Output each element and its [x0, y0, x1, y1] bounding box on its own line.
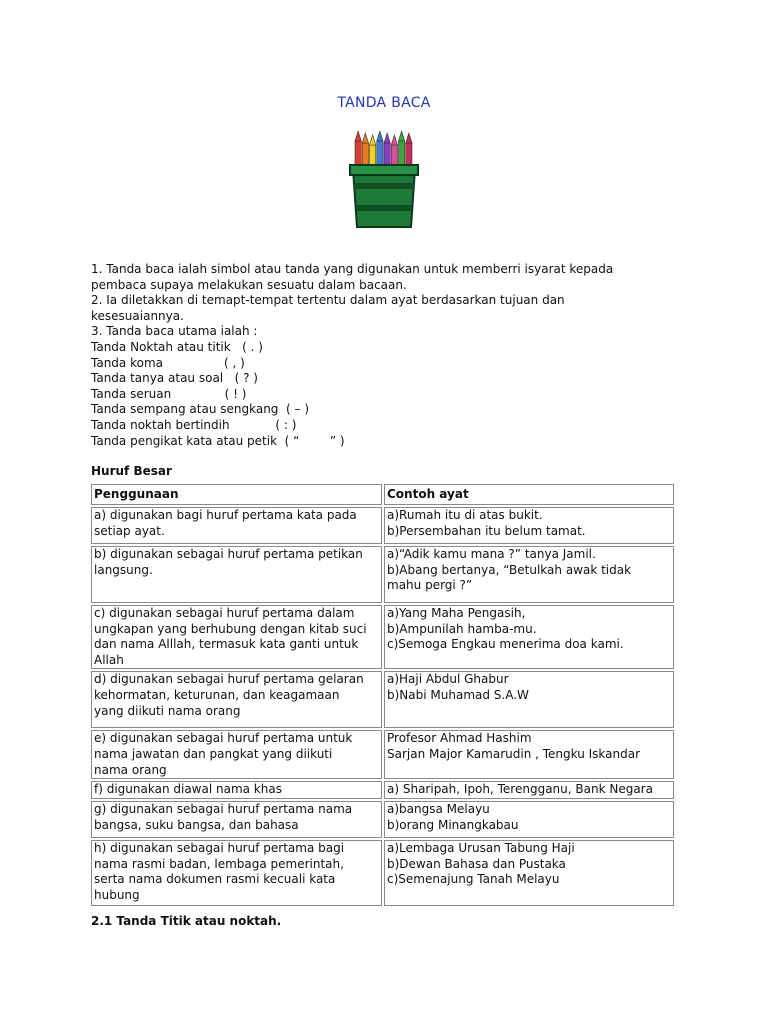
intro-text	[91, 262, 691, 449]
cell-line: yang diikuti nama orang	[94, 703, 241, 718]
cell-line: nama jawatan dan pangkat yang diikuti	[94, 746, 333, 761]
example-cell	[384, 730, 674, 779]
crayon-bucket-rim	[350, 165, 418, 175]
intro-line: kesesuaiannya.	[91, 308, 184, 323]
cell-line: c) digunakan sebagai huruf pertama dalam	[94, 606, 355, 620]
crayon-tip	[370, 135, 376, 145]
cell-line: Allah	[94, 652, 124, 667]
example-cell	[384, 605, 674, 669]
cell-line: d) digunakan sebagai huruf pertama gelaran	[94, 672, 364, 687]
cell-line: g) digunakan sebagai huruf pertama nama	[94, 802, 353, 817]
cell-line: a)Haji Abdul Ghabur	[387, 672, 509, 687]
huruf-besar-table	[89, 482, 676, 908]
intro-line: Tanda Noktah atau titik ( . )	[91, 339, 263, 354]
intro-line: 1. Tanda baca ialah simbol atau tanda yang digunakan untuk memberri isyarat kepada	[91, 262, 614, 276]
cell-line: c)Semenajung Tanah Melayu	[387, 872, 560, 887]
usage-cell	[91, 507, 382, 544]
usage-cell	[91, 801, 382, 838]
cell-line: Profesor Ahmad Hashim	[387, 731, 532, 746]
crayon-bucket-band-bottom	[356, 205, 412, 211]
intro-line: Tanda seruan ( ! )	[91, 386, 247, 401]
usage-cell	[91, 781, 382, 799]
page-title: TANDA BACA	[337, 95, 431, 111]
cell-line: b)Dewan Bahasa dan Pustaka	[387, 856, 566, 871]
cell-line: bangsa, suku bangsa, dan bahasa	[94, 817, 299, 832]
cell-line: dan nama Alllah, termasuk kata ganti untuk	[94, 637, 359, 652]
crayon-tip	[399, 131, 405, 141]
section-heading-huruf-besar: Huruf Besar	[91, 464, 172, 478]
cell-line: a) Sharipah, Ipoh, Terengganu, Bank Negara	[387, 782, 653, 797]
intro-line: 2. Ia diletakkan di temapt-tempat tertentu dalam ayat berdasarkan tujuan dan	[91, 293, 565, 308]
usage-cell	[91, 671, 382, 728]
intro-line: Tanda tanya atau soal ( ? )	[91, 371, 258, 386]
intro-line: Tanda noktah bertindih ( : )	[91, 417, 297, 432]
section-heading-tanda-titik: 2.1 Tanda Titik atau noktah.	[91, 914, 282, 928]
usage-cell	[91, 730, 382, 779]
example-cell	[384, 546, 674, 603]
intro-line: Tanda koma ( , )	[91, 355, 245, 370]
table-row	[91, 671, 674, 728]
cell-line: b)Persembahan itu belum tamat.	[387, 523, 586, 538]
cell-line: b)Ampunilah hamba-mu.	[387, 621, 537, 636]
crayon-tip	[355, 131, 361, 141]
usage-cell	[91, 605, 382, 669]
usage-cell	[91, 840, 382, 906]
cell-line: b) digunakan sebagai huruf pertama petikan	[94, 547, 363, 561]
cell-line: b)Nabi Muhamad S.A.W	[387, 687, 529, 702]
crayon-tip	[384, 133, 390, 143]
cell-line: Sarjan Major Kamarudin , Tengku Iskandar	[387, 746, 641, 761]
cell-line: ungkapan yang berhubung dengan kitab suci	[94, 621, 367, 636]
table-row	[91, 840, 674, 906]
cell-line: e) digunakan sebagai huruf pertama untuk	[94, 731, 353, 746]
cell-line: a) digunakan bagi huruf pertama kata pada	[94, 508, 357, 522]
cell-line: a)Rumah itu di atas bukit.	[387, 508, 543, 522]
table-row	[91, 605, 674, 669]
cell-line: b)orang Minangkabau	[387, 817, 519, 832]
crayon-tip	[391, 135, 397, 145]
cell-line: nama orang	[94, 762, 167, 777]
table-row	[91, 507, 674, 544]
table-row	[91, 730, 674, 779]
intro-line: pembaca supaya melakukan sesuatu dalam bacaan.	[91, 277, 407, 292]
cell-line: a)Lembaga Urusan Tabung Haji	[387, 841, 575, 856]
example-cell	[384, 801, 674, 838]
table-header-example: Contoh ayat	[384, 484, 674, 505]
cell-line: langsung.	[94, 562, 153, 577]
cell-line: h) digunakan sebagai huruf pertama bagi	[94, 841, 345, 856]
crayon-bucket-band-top	[354, 183, 414, 189]
crayon-tip	[362, 133, 368, 143]
cell-line: a)Yang Maha Pengasih,	[387, 606, 526, 620]
cell-line: kehormatan, keturunan, dan keagamaan	[94, 687, 340, 702]
table-row	[91, 801, 674, 838]
cell-line: a)bangsa Melayu	[387, 802, 490, 817]
table-header-row	[91, 484, 674, 505]
cell-line: b)Abang bertanya, “Betulkah awak tidak	[387, 562, 632, 577]
cell-line: nama rasmi badan, lembaga pemerintah,	[94, 856, 344, 871]
table-row	[91, 546, 674, 603]
intro-line: Tanda sempang atau sengkang ( – )	[91, 402, 310, 417]
example-cell	[384, 507, 674, 544]
cell-line: a)“Adik kamu mana ?” tanya Jamil.	[387, 547, 596, 561]
cell-line: hubung	[94, 887, 140, 902]
cell-line: mahu pergi ?”	[387, 578, 473, 593]
cell-line: serta nama dokumen rasmi kecuali kata	[94, 872, 336, 887]
crayon-box-image	[347, 125, 421, 229]
example-cell	[384, 840, 674, 906]
usage-cell	[91, 546, 382, 603]
cell-line: c)Semoga Engkau menerima doa kami.	[387, 637, 624, 652]
crayon-tip	[377, 131, 383, 141]
intro-line: Tanda pengikat kata atau petik ( “ ” )	[91, 433, 345, 448]
crayon-tip	[406, 133, 412, 143]
example-cell	[384, 781, 674, 799]
cell-line: f) digunakan diawal nama khas	[94, 782, 282, 797]
cell-line: setiap ayat.	[94, 523, 165, 538]
intro-line: 3. Tanda baca utama ialah :	[91, 324, 258, 339]
example-cell	[384, 671, 674, 728]
crayon-bucket	[353, 169, 415, 227]
table-row	[91, 781, 674, 799]
table-header-usage: Penggunaan	[91, 484, 382, 505]
